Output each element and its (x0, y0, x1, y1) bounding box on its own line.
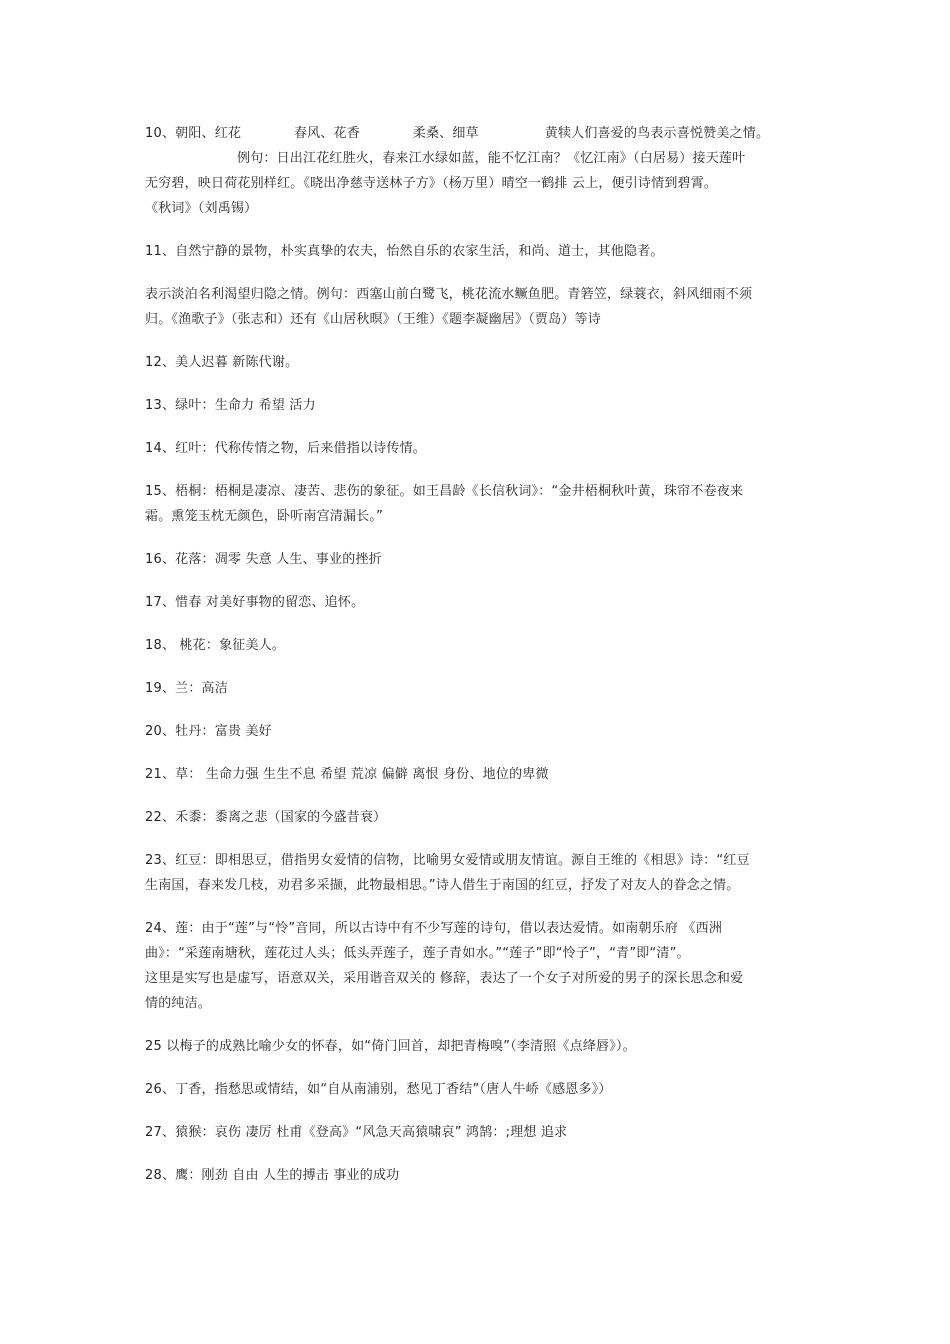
entry-11-detail-line-1: 表示淡泊名利渴望归隐之情。例句：西塞山前白鹭飞，桃花流水鳜鱼肥。青箬笠，绿蓑衣，斜风细雨不须 (145, 287, 753, 302)
entry-13 (145, 393, 817, 418)
entry-10 (145, 121, 817, 221)
entry-22 (145, 805, 817, 830)
entry-26-line-1: 26、丁香，指愁思或情结，如“自从南浦别，愁见丁香结”（唐人牛峤《感恩多》） (145, 1082, 612, 1097)
entry-19 (145, 676, 817, 701)
entry-24-line-4: 情的纯洁。 (145, 996, 212, 1011)
entry-26 (145, 1077, 817, 1102)
entry-16-line-1: 16、花落：凋零 失意 人生、事业的挫折 (145, 552, 382, 567)
entry-13-line-1: 13、绿叶：生命力 希望 活力 (145, 398, 316, 413)
entry-28-line-1: 28、鹰：刚劲 自由 人生的搏击 事业的成功 (145, 1168, 400, 1183)
entry-19-line-1: 19、兰：高洁 (145, 681, 228, 696)
entry-24-line-1: 24、莲：由于“莲”与“怜”音同，所以古诗中有不少写莲的诗句，借以表达爱情。如南朝乐府 《西洲 (145, 921, 723, 936)
entry-23-line-1: 23、红豆：即相思豆，借指男女爱情的信物，比喻男女爱情或朋友情谊。源自王维的《相思》诗：“红豆 (145, 853, 750, 868)
entry-21-line-1: 21、草： 生命力强 生生不息 希望 荒凉 偏僻 离恨 身份、地位的卑微 (145, 767, 549, 782)
entry-24-line-3: 这里是实写也是虚写，语意双关，采用谐音双关的 修辞，表达了一个女子对所爱的男子的深长思念和爱 (145, 971, 744, 986)
entry-10-line-3: 无穷碧，映日荷花别样红。《晓出净慈寺送林子方》（杨万里）晴空一鹤排 云上，便引诗情到碧霄。 (145, 176, 718, 191)
entry-20-line-1: 20、牡丹：富贵 美好 (145, 724, 272, 739)
entry-25-line-1: 25 以梅子的成熟比喻少女的怀春，如“倚门回首，却把青梅嗅”（李清照《点绛唇》）。 (145, 1039, 636, 1054)
entry-22-line-1: 22、禾黍：黍离之悲（国家的今盛昔衰） (145, 810, 387, 825)
entry-12 (145, 350, 817, 375)
document-page (145, 121, 817, 1206)
entry-11 (145, 239, 817, 264)
entry-14-line-1: 14、红叶：代称传情之物，后来借指以诗传情。 (145, 441, 426, 456)
entry-16 (145, 547, 817, 572)
entry-24-line-2: 曲》：“采莲南塘秋，莲花过人头；低头弄莲子，莲子青如水。”“莲子”即“怜子”，“青”即“清”。 (145, 946, 690, 961)
entry-20 (145, 719, 817, 744)
entry-15-line-2: 霜。熏笼玉枕无颜色，卧听南宫清漏长。” (145, 509, 384, 524)
entry-14 (145, 436, 817, 461)
entry-17-line-1: 17、惜春 对美好事物的留恋、追怀。 (145, 595, 365, 610)
entry-24 (145, 916, 817, 1016)
entry-18 (145, 633, 817, 658)
entry-21 (145, 762, 817, 787)
entry-11-line-1: 11、自然宁静的景物，朴实真挚的农夫，怡然自乐的农家生活，和尚、道士，其他隐者。 (145, 244, 664, 259)
entry-27 (145, 1120, 817, 1145)
entry-15-line-1: 15、梧桐：梧桐是凄凉、凄苦、悲伤的象征。如王昌龄《长信秋词》：“金井梧桐秋叶黄，珠帘不卷夜来 (145, 484, 744, 499)
entry-11-detail (145, 282, 817, 332)
entry-10-line-1: 10、朝阳、红花 春风、花香 柔桑、细草 黄犊人们喜爱的鸟表示喜悦赞美之情。 (145, 126, 770, 141)
entry-12-line-1: 12、美人迟暮 新陈代谢。 (145, 355, 299, 370)
entry-17 (145, 590, 817, 615)
entry-27-line-1: 27、猿猴：哀伤 凄厉 杜甫《登高》“风急天高猿啸哀” 鸿鹄：;理想 追求 (145, 1125, 568, 1140)
entry-28 (145, 1163, 817, 1188)
entry-15 (145, 479, 817, 529)
entry-10-line-2: 例句：日出江花红胜火，春来江水绿如蓝，能不忆江南？《忆江南》（白居易）接天莲叶 (237, 151, 746, 166)
entry-23 (145, 848, 817, 898)
entry-11-detail-line-2: 归。《渔歌子》（张志和）还有《山居秋暝》（王维）《题李凝幽居》（贾岛）等诗 (145, 312, 601, 327)
entry-23-line-2: 生南国，春来发几枝，劝君多采撷，此物最相思。”诗人借生于南国的红豆，抒发了对友人的眷念之情。 (145, 878, 740, 893)
entry-10-line-4: 《秋词》（刘禹锡） (145, 201, 258, 216)
entry-25 (145, 1034, 817, 1059)
entry-18-line-1: 18、 桃花：象征美人。 (145, 638, 286, 653)
